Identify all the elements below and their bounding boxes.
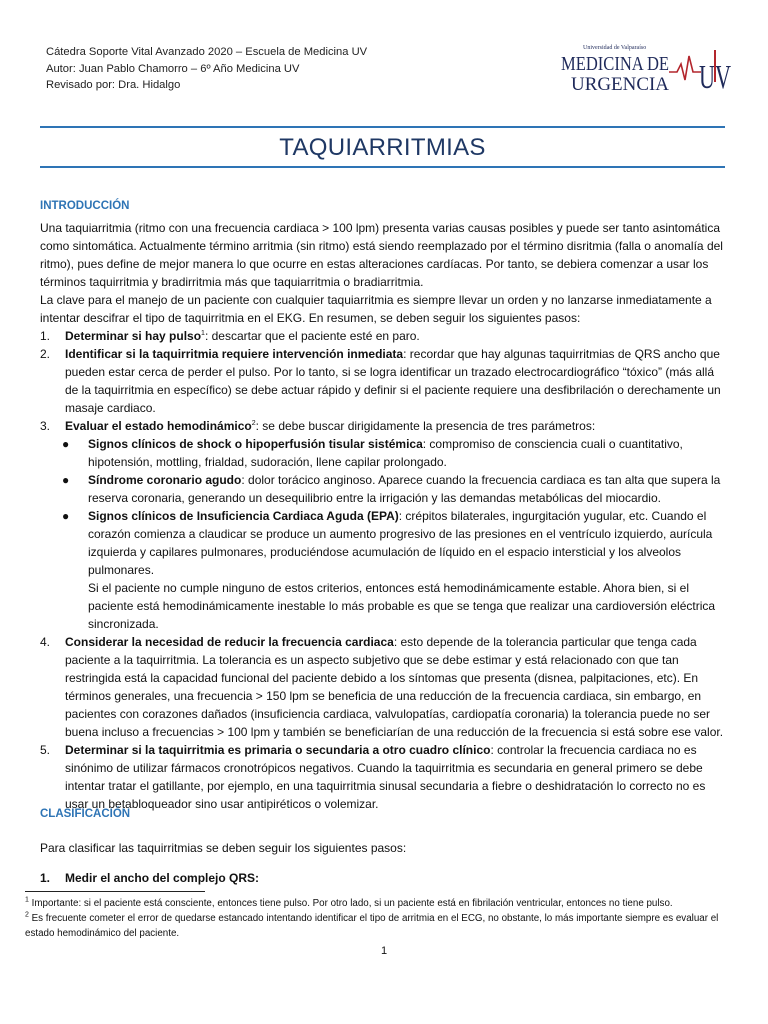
bullet-shock: ● Signos clínicos de shock o hipoperfusión tisular sistémica: compromiso de consciencia cuali o cuantitativo, hipotensión, mottling, frialdad, sudoración, llene capilar prolongado. [62, 437, 683, 469]
header-author: Autor: Juan Pablo Chamorro – 6º Año Medicina UV [46, 62, 300, 75]
intro-paragraph-2: La clave para el manejo de un paciente con cualquier taquiarritmia es siempre llevar un orden y no lanzarse inmediatamente a intentar descifrar el tipo de taquirritmia en el EKG. En resumen, se deben seguir los siguientes pasos: [40, 293, 712, 325]
bullet-dot-icon: ● [62, 473, 70, 487]
intro-body [40, 219, 725, 813]
header-course: Cátedra Soporte Vital Avanzado 2020 – Escuela de Medicina UV [46, 46, 368, 58]
stability-note: Si el paciente no cumple ninguno de estos criterios, entonces está hemodinámicamente estable. Ahora bien, si el paciente está hemodinámicamente inestable lo más probable es que se tenga que realizar una cardioversión eléctrica sincronizada. [88, 581, 716, 631]
document-header [46, 44, 367, 94]
bullet-coronary: ● Síndrome coronario agudo: dolor torácico anginoso. Aparece cuando la frecuencia cardiaca es tan alta que supera la reserva coronaria, generando un desequilibrio entre la irrigación y las demandas metabólicas del miocardio. [62, 473, 721, 505]
logo-university: Universidad de Valparaíso [583, 45, 647, 51]
title-rule-top [40, 126, 725, 128]
title-rule-bottom [40, 166, 725, 168]
logo-word1: MEDICINA DE [561, 53, 669, 75]
bullet-heart-failure: ● Signos clínicos de Insuficiencia Cardiaca Aguda (EPA): crépitos bilaterales, ingurgitación yugular, etc. Cuando el corazón comienza a claudicar se produce un aumento progresivo de las presiones en el ventrículo izquierdo, aurícula izquierda y capilares pulmonares, produciéndose acumulación de líquido en el espacio intersticial y los alveolos pulmonares. [62, 509, 713, 577]
page-title: TAQUIARRITMIAS [279, 134, 486, 161]
footnote-1: $^1$ Importante: si el paciente está consciente, entonces tiene pulso. Por otro lado, si un paciente está en fibrilación ventricular, entonces no tiene pulso. [25, 896, 673, 909]
classification-step-1: 1. Medir el ancho del complejo QRS: [40, 871, 260, 885]
footnote-rule [25, 891, 205, 892]
section-heading-classification: CLASIFICACIÓN [40, 808, 131, 820]
medicina-urgencia-logo [561, 42, 731, 102]
classification-body [40, 827, 725, 887]
bullet-dot-icon: ● [62, 509, 70, 523]
step-3: 3. Evaluar el estado hemodinámico$^2$: se debe buscar dirigidamente la presencia de tres parámetros: [40, 419, 596, 433]
step-5: 5. Determinar si la taquirritmia es primaria o secundaria a otro cuadro clínico: controlar la frecuencia cardiaca no es sinónimo de utilizar fármacos cronotrópicos negativos. Cuando la taquirritmia es secundaria en general primero se debe intentar tratar el gatillante, por ejemplo, en una taquirritmia sinusal secundaria a fiebre o deshidratación lo correcto no es usar un betabloqueador sino usar antipiréticos o volemizar. [40, 743, 706, 811]
intro-paragraph-1: Una taquiarritmia (ritmo con una frecuencia cardiaca > 100 lpm) presenta varias causas posibles y puede ser tanto asintomática como sintomática. Actualmente término arritmia (sin ritmo) está siendo reemplazado por el término disritmia (falla o anomalía del ritmo), pues define de mejor manera lo que ocurre en estas alteraciones cardíacas. Por tanto, se debiera comenzar a usar los términos taquirritmia y bradirritmia más que taquiarritmia o bradiarritmia. [40, 221, 723, 289]
logo-word2: URGENCIA [571, 74, 670, 95]
step-2: 2. Identificar si la taquirritmia requiere intervención inmediata: recordar que hay algunas taquirritmias de QRS ancho que pueden estar cerca de perder el pulso. Por lo tanto, si se logra identificar un trazado electrocardiográfico “tóxico” (más allá de la taquirritmia en específico) se debe actuar rápido y definir si el paciente requiere una desfibrilación o derechamente un masaje cardiaco. [40, 347, 721, 415]
footnote-2: $^2$ Es frecuente cometer el error de quedarse estancado intentando identificar el tipo de arritmia en el ECG, no obstante, lo más importante siempre es evaluar el estado hemodinámico del paciente. [25, 911, 719, 939]
step-4: 4. Considerar la necesidad de reducir la frecuencia cardiaca: esto depende de la tolerancia particular que tenga cada paciente a la taquirritmia. La tolerancia es un aspecto subjetivo que se debe estimar y está relacionado con que tan restringida está la capacidad funcional del paciente debido a los síntomas que presenta (disnea, palpitaciones, etc). En términos generales, una frecuencia > 150 lpm se beneficia de una reducción de la frecuencia cardiaca, sin embargo, en pacientes con corazones dañados (insuficiencia cardiaca, valvulopatías, cardiopatía coronaria) la tolerancia puede no ser buena incluso a frecuencias > 100 lpm y también se beneficiarían de una reducción de la frecuencia si está sobre ese valor. [40, 635, 724, 739]
step-1: 1. Determinar si hay pulso$^1$: descartar que el paciente esté en paro. [40, 329, 420, 343]
logo-ecg-trace [669, 56, 701, 80]
section-heading-intro: INTRODUCCIÓN [40, 200, 130, 212]
logo-initials: UV [699, 59, 732, 96]
bullet-dot-icon: ● [62, 437, 70, 451]
footnotes [25, 896, 745, 941]
header-reviewer: Revisado por: Dra. Hidalgo [46, 79, 181, 91]
page-number: 1 [380, 945, 388, 957]
classification-paragraph: Para clasificar las taquirritmias se deben seguir los siguientes pasos: [40, 841, 407, 855]
